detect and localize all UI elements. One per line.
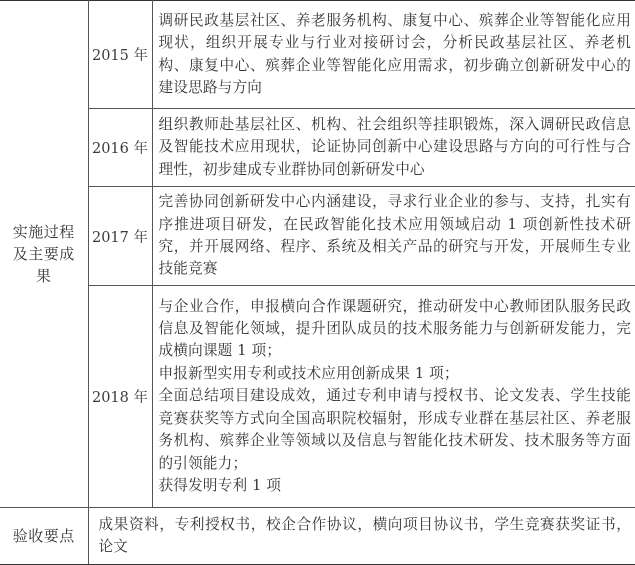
table-row: [0, 187, 635, 286]
table-row: [0, 1, 635, 109]
acceptance-label: 验收要点: [0, 508, 88, 565]
content-paragraph: 申报新型实用专利或技术应用创新成果 1 项；: [158, 364, 459, 382]
table-row: [0, 109, 635, 187]
content-paragraph: 全面总结项目建设成效，通过专利申请与授权书、论文发表、学生技能竞赛获奖等方式向全国高职院校辐射，形成专业群在基层社区、养老服务机构、殡葬企业等领域以及信息与智能化技术研发、技术服务等方面的引领能力；: [158, 387, 631, 472]
table-row: [0, 286, 635, 508]
content-cell: [152, 286, 635, 508]
acceptance-content: 成果资料，专利授权书，校企合作协议，横向项目协议书，学生竞赛获奖证书，论文: [88, 508, 635, 565]
content-paragraph: 获得发明专利 1 项: [158, 476, 282, 494]
content-cell: 完善协同创新研发中心内涵建设，寻求行业企业的参与、支持，扎实有序推进项目研发，在民政智能化技术应用领域启动 1 项创新性技术研究，并开展网络、程序、系统及相关产品的研究与开发，开展师生专业技能竞赛: [152, 187, 635, 286]
section-label: 实施过程及主要成果: [12, 223, 75, 285]
content-paragraph: 与企业合作，申报横向合作课题研究，推动研发中心教师团队服务民政信息及智能化领域，提升团队成员的技术服务能力与创新研发能力，完成横向课题 1 项；: [158, 297, 631, 360]
year-cell: 2016 年: [88, 109, 152, 187]
section-label-cell: [0, 1, 88, 508]
year-cell: 2015 年: [88, 1, 152, 109]
content-cell: 调研民政基层社区、养老服务机构、康复中心、殡葬企业等智能化应用现状，组织开展专业与行业对接研讨会，分析民政基层社区、养老机构、康复中心、殡葬企业等智能化应用需求，初步确立创新研发中心的建设思路与方向: [152, 1, 635, 109]
acceptance-row: [0, 508, 635, 565]
year-cell: 2017 年: [88, 187, 152, 286]
content-cell: 组织教师赴基层社区、机构、社会组织等挂职锻炼，深入调研民政信息及智能技术应用现状，论证协同创新中心建设思路与方向的可行性与合理性，初步建成专业群协同创新研发中心: [152, 109, 635, 187]
year-cell: 2018 年: [88, 286, 152, 508]
